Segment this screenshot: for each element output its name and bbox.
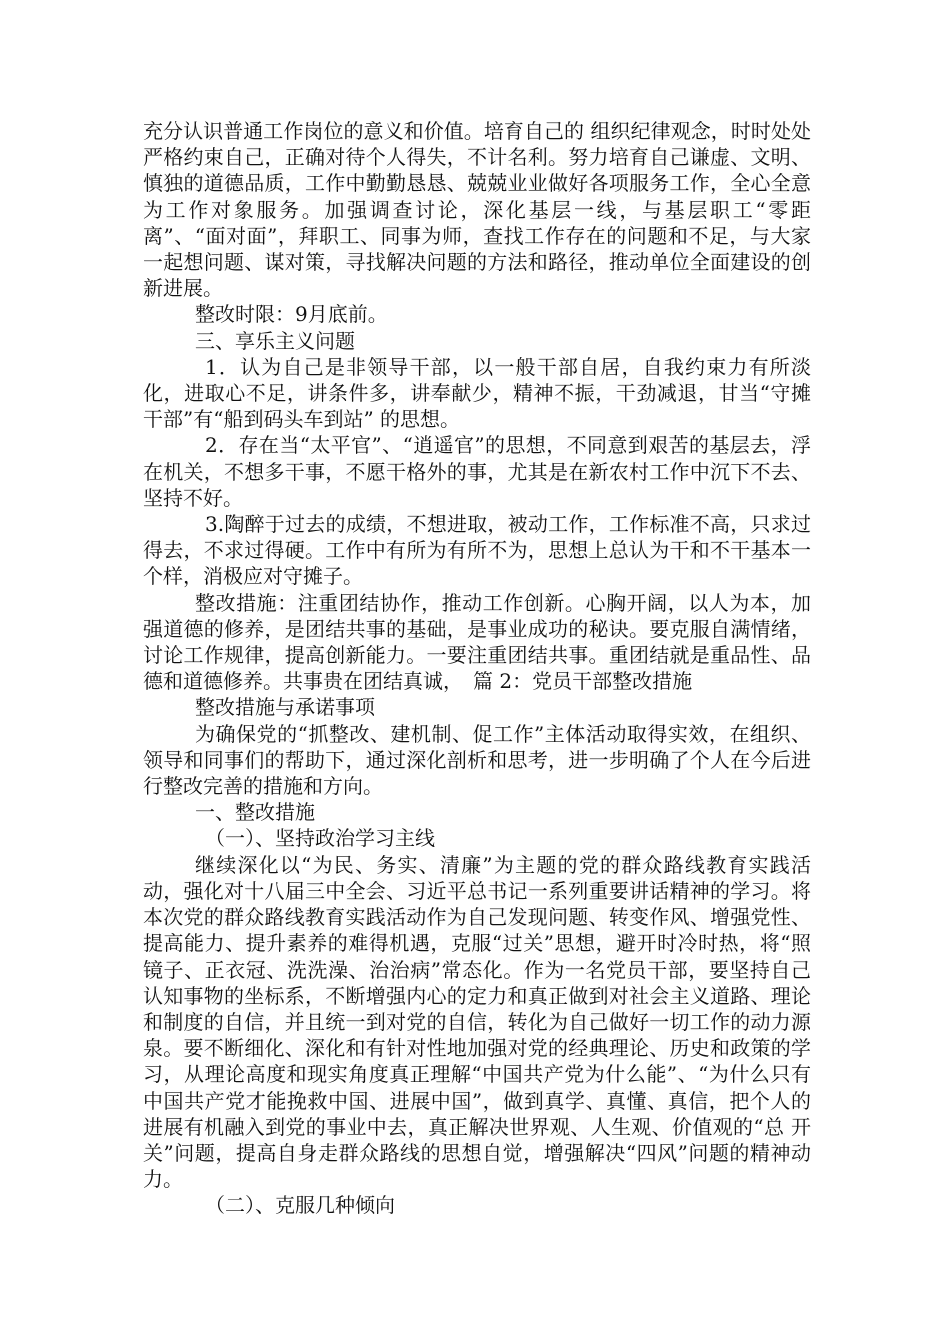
paragraph: 为确保党的“抓整改、建机制、促工作”主体活动取得实效，在组织、领导和同事们的帮助下，通过深化剖析和思考，进一步明确了个人在今后进行整改完善的措施和方向。 bbox=[143, 721, 811, 799]
paragraph: 充分认识普通工作岗位的意义和价值。培育自己的 组织纪律观念，时时处处严格约束自己，正确对待个人得失，不计名利。努力培育自己谦虚、文明、慎独的道德品质，工作中勤勤恳恳、兢兢业业做好各项服务工作，全心全意为工作对象服务。加强调查讨论，深化基层一线，与基层职工“零距离”、“面对面”，拜职工、同事为师，查找工作存在的问题和不足，与大家一起想问题、谋对策，寻找解决问题的方法和路径，推动单位全面建设的创新进展。 bbox=[143, 119, 811, 301]
paragraph: 继续深化以“为民、务实、清廉”为主题的党的群众路线教育实践活动，强化对十八届三中全会、习近平总书记一系列重要讲话精神的学习。将本次党的群众路线教育实践活动作为自己发现问题、转变作风、增强党性、提高能力、提升素养的难得机遇，克服“过关”思想，避开时冷时热，将“照镜子、正衣冠、洗洗澡、治治病”常态化。作为一名党员干部，要坚持自己认知事物的坐标系，不断增强内心的定力和真正做到对社会主义道路、理论和制度的自信，并且统一到对党的自信，转化为自己做好一切工作的动力源泉。要不断细化、深化和有针对性地加强对党的经典理论、历史和政策的学习，从理论高度和现实角度真正理解“中国共产党为什么能”、“为什么只有中国共产党才能挽救中国、进展中国”，做到真学、真懂、真信，把个人的进展有机融入到党的事业中去，真正解决世界观、人生观、价值观的“总 开关”问题，提高自身走群众路线的思想自觉，增强解决“四风”问题的精神动力。 bbox=[143, 852, 811, 1192]
document-body bbox=[143, 118, 811, 1219]
list-item: 2．存在当“太平官”、“逍遥官”的思想，不同意到艰苦的基层去，浮在机关，不想多干事，不愿干格外的事，尤其是在新农村工作中沉下不去、坚持不好。 bbox=[143, 433, 811, 510]
subsection-heading: （一）、坚持政治学习主线 bbox=[205, 826, 435, 851]
list-item: 3.陶醉于过去的成绩，不想进取，被动工作，工作标准不高，只求过得去，不求过得硬。工作中有所为有所不为，思想上总认为干和不干基本一个样，消极应对守摊子。 bbox=[143, 512, 811, 589]
paragraph: 整改时限：9月底前。 bbox=[195, 302, 388, 327]
section-heading: 整改措施与承诺事项 bbox=[195, 695, 375, 720]
subsection-heading: （二）、克服几种倾向 bbox=[205, 1193, 395, 1218]
section-heading: 三、享乐主义问题 bbox=[195, 328, 355, 353]
section-heading: 一、整改措施 bbox=[195, 800, 315, 825]
list-item: 1．认为自己是非领导干部，以一般干部自居，自我约束力有所淡化，进取心不足，讲条件多，讲奉献少，精神不振，干劲减退，甘当“守摊干部”有“船到码头车到站” 的思想。 bbox=[143, 354, 811, 432]
paragraph: 整改措施：注重团结协作，推动工作创新。心胸开阔，以人为本，加强道德的修养，是团结共事的基础，是事业成功的秘诀。要克服自满情绪，讨论工作规律，提高创新能力。一要注重团结共事。重团结就是重品性、品德和道德修养。共事贵在团结真诚， 篇 2：党员干部整改措施 bbox=[143, 590, 811, 694]
